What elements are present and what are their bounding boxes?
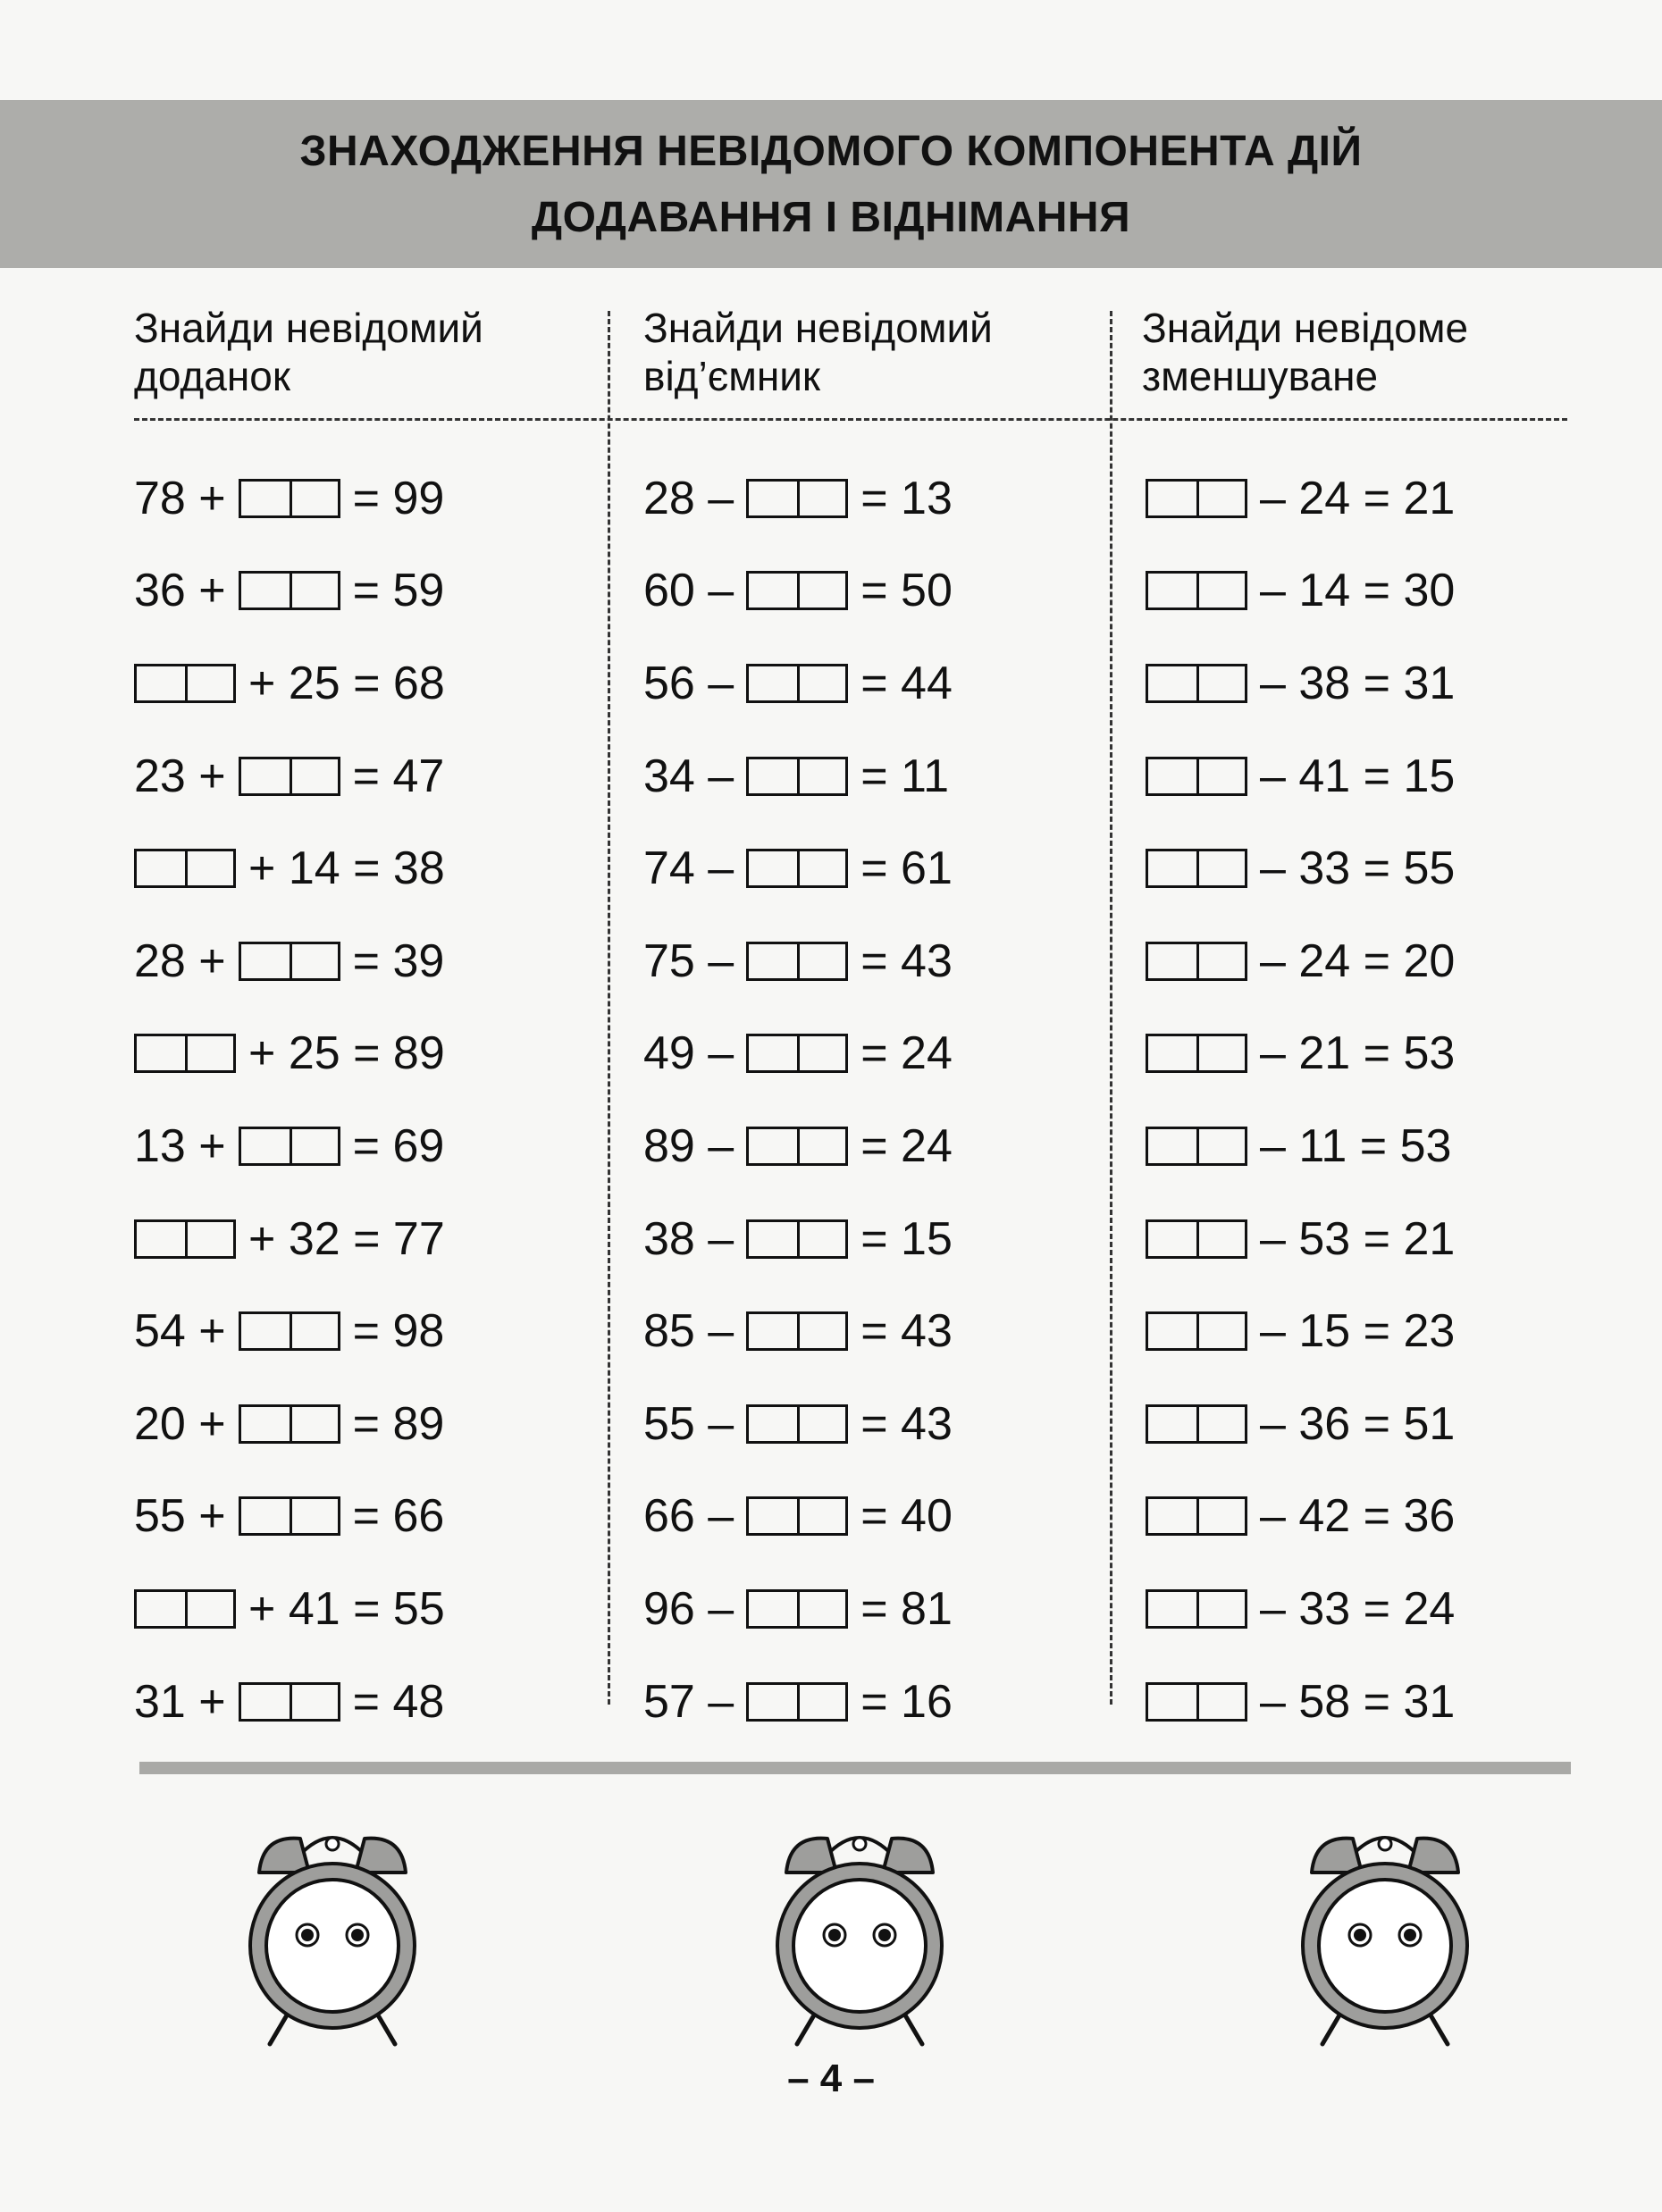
equation-row <box>1146 822 1455 915</box>
equation-right: – 24 = 21 <box>1260 472 1456 524</box>
equation-row <box>643 1100 953 1193</box>
answer-box[interactable] <box>746 664 848 703</box>
page-title-line-1: ЗНАХОДЖЕННЯ НЕВІДОМОГО КОМПОНЕНТА ДІЙ <box>299 128 1363 175</box>
answer-box[interactable] <box>1146 1404 1247 1444</box>
column-heading <box>134 304 599 407</box>
equation-list-subtrahend <box>643 452 953 1747</box>
equation-list-minuend <box>1146 452 1455 1747</box>
equation-right: + 32 = 77 <box>248 1212 445 1265</box>
equation-right: = 11 <box>860 750 950 802</box>
answer-box[interactable] <box>134 849 236 888</box>
equation-right: – 41 = 15 <box>1260 750 1456 802</box>
equation-right: = 98 <box>352 1305 445 1358</box>
equation-right: = 24 <box>860 1119 953 1172</box>
equation-right: = 59 <box>352 565 445 617</box>
equation-left: 85 – <box>643 1305 734 1358</box>
equation-right: = 47 <box>352 750 445 802</box>
equation-right: = 61 <box>860 842 953 895</box>
equation-right: = 39 <box>352 934 445 987</box>
equation-row <box>643 545 953 638</box>
equation-right: – 33 = 24 <box>1260 1582 1456 1635</box>
equation-row <box>1146 1008 1455 1101</box>
answer-box[interactable] <box>134 664 236 703</box>
equation-right: – 42 = 36 <box>1260 1490 1456 1543</box>
equation-left: 49 – <box>643 1027 734 1080</box>
answer-box[interactable] <box>746 1311 848 1351</box>
column-divider <box>608 311 610 1705</box>
answer-box[interactable] <box>746 479 848 518</box>
equation-row <box>134 1100 445 1193</box>
equation-left: 23 + <box>134 750 226 802</box>
answer-box[interactable] <box>1146 571 1247 610</box>
equation-right: – 15 = 23 <box>1260 1305 1456 1358</box>
equation-right: – 58 = 31 <box>1260 1675 1456 1728</box>
equation-row <box>1146 1193 1455 1286</box>
answer-box[interactable] <box>134 1219 236 1259</box>
equation-row <box>1146 1655 1455 1748</box>
equation-row <box>1146 1563 1455 1655</box>
equation-left: 55 + <box>134 1490 226 1543</box>
equation-right: + 25 = 89 <box>248 1027 445 1080</box>
answer-box[interactable] <box>746 1682 848 1722</box>
equation-row <box>134 637 445 730</box>
column-heading <box>1142 304 1571 407</box>
equation-right: = 89 <box>352 1397 445 1450</box>
answer-box[interactable] <box>134 1034 236 1073</box>
equation-row <box>1146 545 1455 638</box>
equation-row <box>134 1563 445 1655</box>
equation-right: = 50 <box>860 565 953 617</box>
equation-right: = 48 <box>352 1675 445 1728</box>
title-band <box>0 100 1662 268</box>
alarm-clock-icon <box>243 1810 422 2051</box>
equation-left: 31 + <box>134 1675 226 1728</box>
answer-box[interactable] <box>1146 1496 1247 1536</box>
equation-row <box>643 915 953 1008</box>
equation-right: = 43 <box>860 1305 953 1358</box>
answer-box[interactable] <box>239 1404 340 1444</box>
answer-box[interactable] <box>1146 849 1247 888</box>
equation-row <box>134 1655 445 1748</box>
equation-left: 28 – <box>643 472 734 524</box>
equation-row <box>643 1470 953 1563</box>
answer-box[interactable] <box>746 1496 848 1536</box>
equation-row <box>134 1008 445 1101</box>
equation-left: 38 – <box>643 1212 734 1265</box>
answer-box[interactable] <box>746 571 848 610</box>
answer-box[interactable] <box>746 757 848 796</box>
equation-right: = 81 <box>860 1582 953 1635</box>
equation-left: 20 + <box>134 1397 226 1450</box>
equation-right: = 43 <box>860 1397 953 1450</box>
answer-box[interactable] <box>239 1127 340 1166</box>
equation-row <box>643 730 953 823</box>
equation-right: = 44 <box>860 657 953 709</box>
answer-box[interactable] <box>1146 1127 1247 1166</box>
equation-row <box>134 1470 445 1563</box>
equation-row <box>1146 915 1455 1008</box>
equation-right: = 43 <box>860 934 953 987</box>
answer-box[interactable] <box>134 1589 236 1629</box>
answer-box[interactable] <box>239 942 340 981</box>
equation-left: 28 + <box>134 934 226 987</box>
equation-row <box>134 915 445 1008</box>
heading-line-1: Знайди невідомий <box>643 305 993 351</box>
page-number: – 4 – <box>787 2057 875 2100</box>
equation-left: 96 – <box>643 1582 734 1635</box>
equation-left: 34 – <box>643 750 734 802</box>
heading-line-2: зменшуване <box>1142 353 1379 399</box>
answer-box[interactable] <box>239 757 340 796</box>
equation-right: – 21 = 53 <box>1260 1027 1456 1080</box>
equation-right: – 33 = 55 <box>1260 842 1456 895</box>
equation-list-addend <box>134 452 445 1747</box>
column-minuend <box>1142 304 1571 407</box>
equation-row <box>134 1378 445 1470</box>
equation-row <box>134 822 445 915</box>
equation-row <box>134 1193 445 1286</box>
answer-box[interactable] <box>1146 479 1247 518</box>
equation-row <box>643 1008 953 1101</box>
equation-right: + 41 = 55 <box>248 1582 445 1635</box>
equation-right: = 99 <box>352 472 445 524</box>
equation-row <box>643 1563 953 1655</box>
equation-left: 75 – <box>643 934 734 987</box>
equation-row <box>1146 1470 1455 1563</box>
equation-row <box>134 730 445 823</box>
equation-right: – 36 = 51 <box>1260 1397 1456 1450</box>
equation-left: 78 + <box>134 472 226 524</box>
answer-box[interactable] <box>746 1589 848 1629</box>
equation-row <box>643 1378 953 1470</box>
page-title-line-2: ДОДАВАННЯ І ВІДНІМАННЯ <box>531 194 1131 241</box>
equation-right: – 11 = 53 <box>1260 1119 1452 1172</box>
equation-left: 13 + <box>134 1119 226 1172</box>
equation-left: 36 + <box>134 565 226 617</box>
equation-row <box>134 452 445 545</box>
alarm-clock-icon <box>770 1810 949 2051</box>
heading-line-1: Знайди невідомий <box>134 305 483 351</box>
alarm-clock-icon <box>1296 1810 1474 2051</box>
equation-row <box>1146 637 1455 730</box>
answer-box[interactable] <box>239 1682 340 1722</box>
equation-right: + 14 = 38 <box>248 842 445 895</box>
equation-right: = 15 <box>860 1212 953 1265</box>
equation-left: 56 – <box>643 657 734 709</box>
equation-row <box>643 1285 953 1378</box>
equation-row <box>1146 1378 1455 1470</box>
equation-right: = 16 <box>860 1675 953 1728</box>
equation-row <box>1146 730 1455 823</box>
answer-box[interactable] <box>1146 1589 1247 1629</box>
equation-right: = 66 <box>352 1490 445 1543</box>
answer-box[interactable] <box>746 1219 848 1259</box>
equation-row <box>643 822 953 915</box>
equation-row <box>643 452 953 545</box>
heading-line-1: Знайди невідоме <box>1142 305 1469 351</box>
answer-box[interactable] <box>239 1496 340 1536</box>
answer-box[interactable] <box>1146 757 1247 796</box>
heading-line-2: доданок <box>134 353 290 399</box>
bottom-divider <box>139 1762 1571 1774</box>
equation-row <box>1146 1100 1455 1193</box>
column-divider <box>1110 311 1112 1705</box>
column-addend <box>134 304 599 407</box>
equation-left: 55 – <box>643 1397 734 1450</box>
column-subtrahend <box>643 304 1108 407</box>
equation-row <box>134 545 445 638</box>
equation-right: – 14 = 30 <box>1260 565 1456 617</box>
equation-row <box>1146 1285 1455 1378</box>
answer-box[interactable] <box>746 1127 848 1166</box>
equation-row <box>1146 452 1455 545</box>
answer-box[interactable] <box>746 1034 848 1073</box>
answer-box[interactable] <box>239 1311 340 1351</box>
answer-box[interactable] <box>746 942 848 981</box>
equation-right: = 69 <box>352 1119 445 1172</box>
answer-box[interactable] <box>239 571 340 610</box>
equation-right: = 13 <box>860 472 953 524</box>
answer-box[interactable] <box>1146 1311 1247 1351</box>
equation-left: 54 + <box>134 1305 226 1358</box>
answer-box[interactable] <box>1146 1219 1247 1259</box>
answer-box[interactable] <box>746 1404 848 1444</box>
equation-left: 57 – <box>643 1675 734 1728</box>
equation-left: 60 – <box>643 565 734 617</box>
equation-right: – 38 = 31 <box>1260 657 1456 709</box>
equation-row <box>643 637 953 730</box>
answer-box[interactable] <box>746 849 848 888</box>
column-heading <box>643 304 1108 407</box>
equation-left: 89 – <box>643 1119 734 1172</box>
equation-right: – 24 = 20 <box>1260 934 1456 987</box>
equation-left: 74 – <box>643 842 734 895</box>
answer-box[interactable] <box>1146 942 1247 981</box>
equation-row <box>643 1655 953 1748</box>
answer-box[interactable] <box>1146 1682 1247 1722</box>
equation-row <box>134 1285 445 1378</box>
heading-divider <box>134 418 1567 421</box>
answer-box[interactable] <box>1146 1034 1247 1073</box>
equation-right: – 53 = 21 <box>1260 1212 1456 1265</box>
equation-row <box>643 1193 953 1286</box>
equation-right: + 25 = 68 <box>248 657 445 709</box>
answer-box[interactable] <box>1146 664 1247 703</box>
equation-left: 66 – <box>643 1490 734 1543</box>
equation-right: = 24 <box>860 1027 953 1080</box>
equation-right: = 40 <box>860 1490 953 1543</box>
answer-box[interactable] <box>239 479 340 518</box>
heading-line-2: від’ємник <box>643 353 821 399</box>
